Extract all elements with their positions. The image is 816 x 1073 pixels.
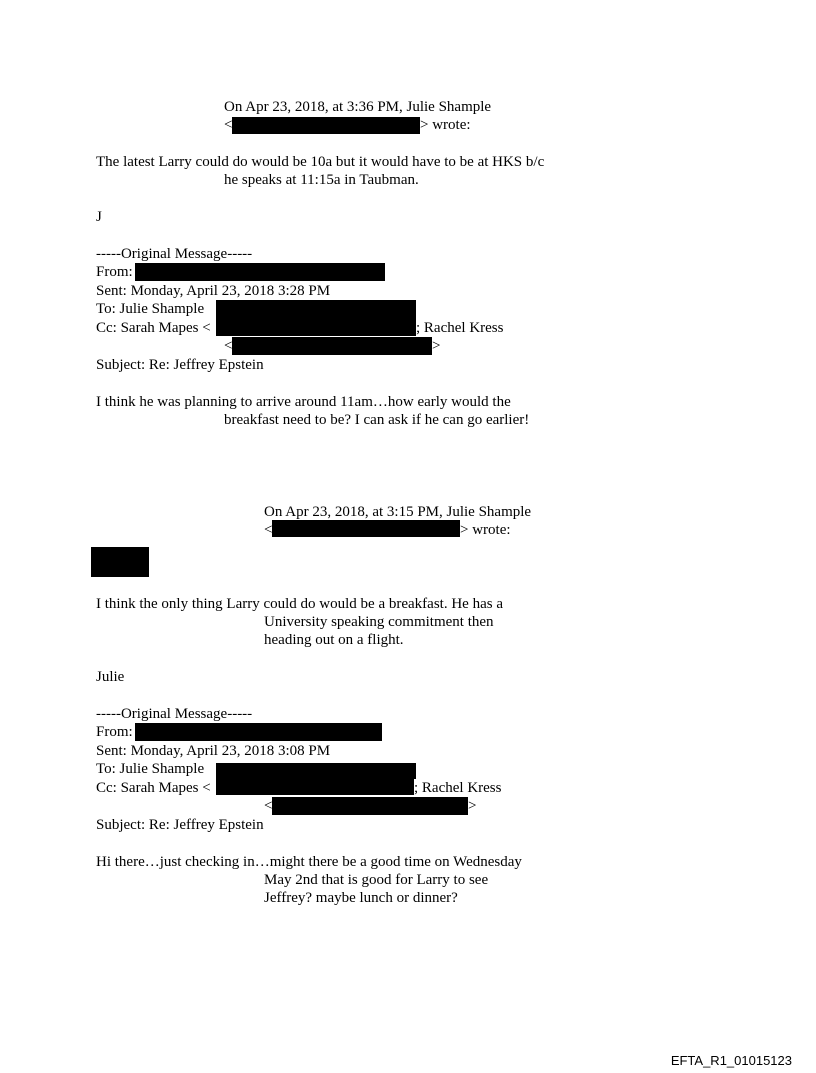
cc-line2-close: > xyxy=(432,338,441,354)
subject-line: Subject: Re: Jeffrey Epstein xyxy=(96,357,264,373)
sent-line: Sent: Monday, April 23, 2018 3:08 PM xyxy=(96,743,331,759)
reply-header-2: On Apr 23, 2018, at 3:15 PM, Julie Shample xyxy=(264,504,532,520)
redacted-email xyxy=(232,337,432,355)
to-label: To: Julie Shample xyxy=(96,301,205,317)
from-label: From: xyxy=(96,264,133,280)
redacted-email xyxy=(216,318,416,336)
body-text: I think the only thing Larry could do would be a breakfast. He has a xyxy=(96,596,503,612)
reply-header-1-wrote: > wrote: xyxy=(420,117,471,133)
redacted-email xyxy=(272,797,468,815)
reply-header-2-wrote: > wrote: xyxy=(460,522,511,538)
cc-rachel-kress: ; Rachel Kress xyxy=(416,320,504,336)
body-text: The latest Larry could do would be 10a but it would have to be at HKS b/c xyxy=(96,154,545,170)
redacted-sender xyxy=(135,263,385,281)
cc-line2-open: < xyxy=(224,338,233,354)
reply-header-2-open: < xyxy=(264,522,273,538)
body-text: heading out on a flight. xyxy=(264,632,404,648)
from-label: From: xyxy=(96,724,133,740)
redacted-email xyxy=(272,520,460,537)
to-label: To: Julie Shample xyxy=(96,761,205,777)
body-text: I think he was planning to arrive around 11am…how early would the xyxy=(96,394,511,410)
redacted-email xyxy=(216,300,416,318)
body-text: Jeffrey? maybe lunch or dinner? xyxy=(264,890,458,906)
signoff: Julie xyxy=(96,669,125,685)
body-text: breakfast need to be? I can ask if he can go earlier! xyxy=(224,412,530,428)
redacted-email xyxy=(216,763,416,779)
body-text: he speaks at 11:15a in Taubman. xyxy=(224,172,419,188)
original-message-separator: -----Original Message----- xyxy=(96,246,253,262)
subject-line: Subject: Re: Jeffrey Epstein xyxy=(96,817,264,833)
body-text: University speaking commitment then xyxy=(264,614,494,630)
reply-header-1: On Apr 23, 2018, at 3:36 PM, Julie Shample xyxy=(224,99,492,115)
body-text: Hi there…just checking in…might there be a good time on Wednesday xyxy=(96,854,522,870)
redacted-email xyxy=(216,779,414,795)
cc-line2-open: < xyxy=(264,798,273,814)
reply-header-1-open: < xyxy=(224,117,233,133)
cc-line2-close: > xyxy=(468,798,477,814)
body-text: May 2nd that is good for Larry to see xyxy=(264,872,489,888)
cc-label: Cc: Sarah Mapes < xyxy=(96,320,211,336)
redacted-sender xyxy=(135,723,382,741)
document-id: EFTA_R1_01015123 xyxy=(670,1053,792,1068)
original-message-separator: -----Original Message----- xyxy=(96,706,253,722)
cc-label: Cc: Sarah Mapes < xyxy=(96,780,211,796)
sent-line: Sent: Monday, April 23, 2018 3:28 PM xyxy=(96,283,331,299)
cc-rachel-kress: ; Rachel Kress xyxy=(414,780,502,796)
redacted-block xyxy=(91,547,149,577)
redacted-email xyxy=(232,117,420,134)
signoff: J xyxy=(96,209,102,225)
